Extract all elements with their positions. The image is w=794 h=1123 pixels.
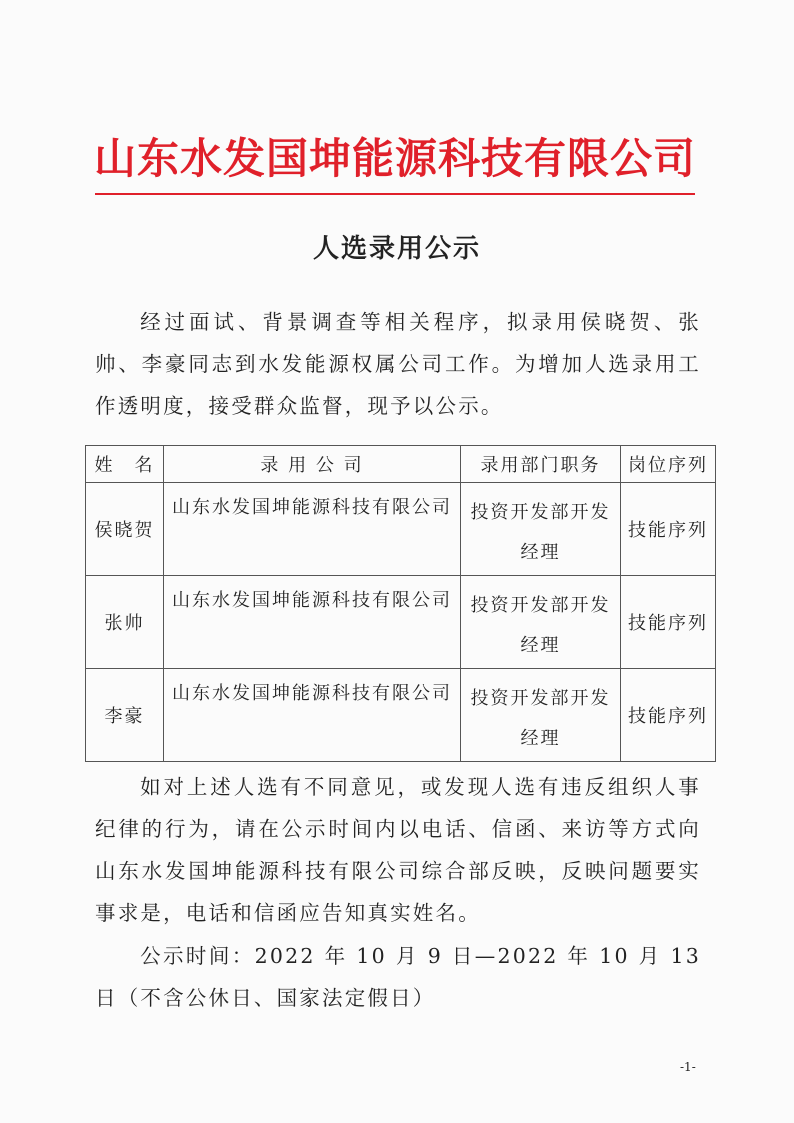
cell-position: 投资开发部开发经理 xyxy=(461,483,621,576)
header-company: 录 用 公 司 xyxy=(164,446,461,483)
intro-paragraph: 经过面试、背景调查等相关程序，拟录用侯晓贺、张帅、李豪同志到水发能源权属公司工作。为增加人选录用工作透明度，接受群众监督，现予以公示。 xyxy=(95,310,701,418)
table-row xyxy=(86,483,716,576)
header-position: 录用部门职务 xyxy=(461,446,621,483)
document-title: 人选录用公示 xyxy=(312,234,481,264)
feedback-paragraph: 如对上述人选有不同意见，或发现人选有违反组织人事纪律的行为，请在公示时间内以电话、信函、来访等方式向山东水发国坤能源科技有限公司综合部反映，反映问题要实事求是，电话和信函应告知真实姓名。 xyxy=(95,775,701,925)
cell-name: 侯晓贺 xyxy=(86,483,164,576)
cell-series: 技能序列 xyxy=(621,576,716,669)
publicity-period: 公示时间：2022 年 10 月 9 日—2022 年 10 月 13 日（不含公休日、国家法定假日） xyxy=(95,944,701,1010)
cell-name: 张帅 xyxy=(86,576,164,669)
candidates-table xyxy=(85,445,716,762)
table-row xyxy=(86,669,716,762)
cell-company: 山东水发国坤能源科技有限公司 xyxy=(164,576,461,669)
header-name: 姓 名 xyxy=(86,446,164,483)
table-row xyxy=(86,576,716,669)
cell-series: 技能序列 xyxy=(621,669,716,762)
cell-position: 投资开发部开发经理 xyxy=(461,576,621,669)
cell-company: 山东水发国坤能源科技有限公司 xyxy=(164,669,461,762)
header-series: 岗位序列 xyxy=(621,446,716,483)
page-number: -1- xyxy=(680,1060,696,1074)
table-header-row xyxy=(86,446,716,483)
company-letterhead-title: 山东水发国坤能源科技有限公司 xyxy=(93,134,696,183)
cell-company: 山东水发国坤能源科技有限公司 xyxy=(164,483,461,576)
cell-series: 技能序列 xyxy=(621,483,716,576)
letterhead-divider xyxy=(95,193,695,195)
cell-name: 李豪 xyxy=(86,669,164,762)
cell-position: 投资开发部开发经理 xyxy=(461,669,621,762)
